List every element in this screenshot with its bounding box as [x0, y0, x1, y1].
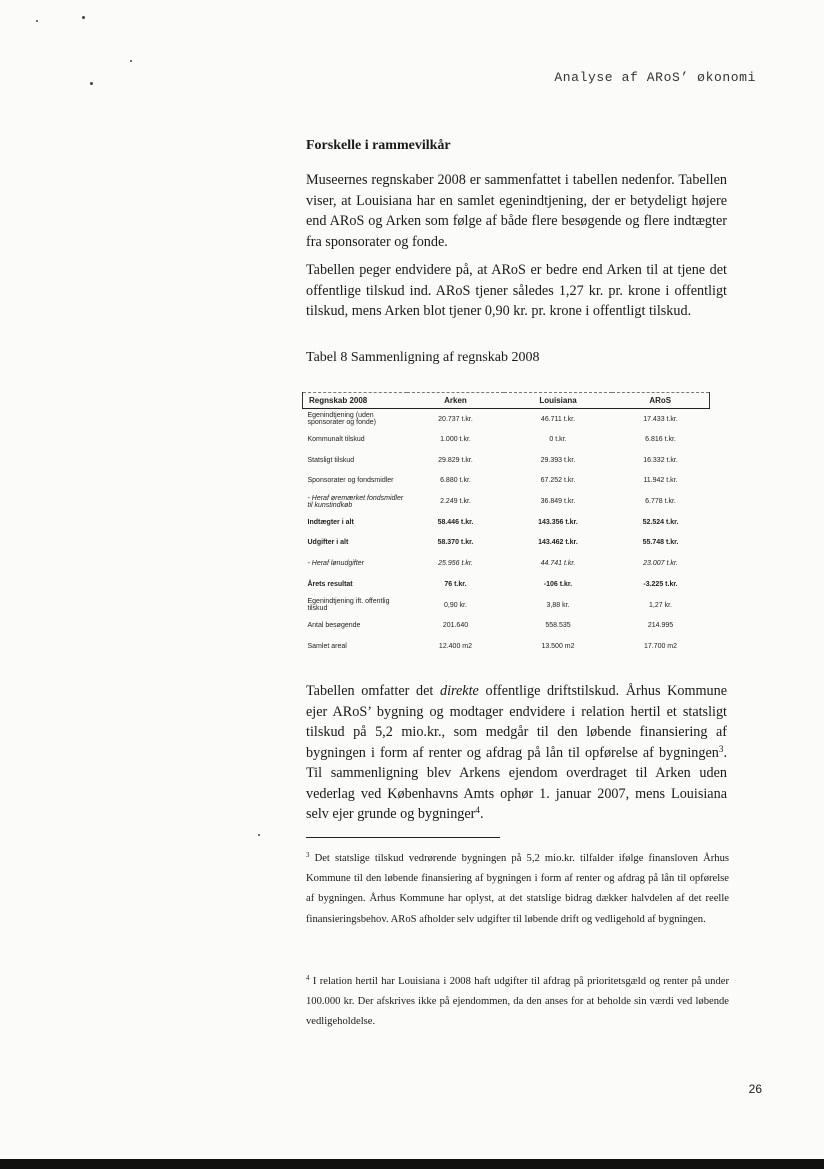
cell-arken: 6.880 t.kr. — [440, 477, 471, 485]
row-label: Antal besøgende — [307, 622, 361, 630]
scan-speck — [258, 834, 260, 836]
footnote-3-marker: 3 — [306, 852, 310, 860]
cell-aros: 11.942 t.kr. — [643, 477, 678, 485]
scan-speck — [82, 16, 85, 19]
page-number: 26 — [748, 1082, 762, 1096]
cell-arken: 12.400 m2 — [438, 642, 473, 650]
row-label: Samlet areal — [307, 642, 347, 650]
cell-aros: 17.700 m2 — [643, 642, 678, 650]
scan-speck — [130, 60, 132, 62]
scan-bottom-edge — [0, 1159, 824, 1169]
row-label: - Heraf lønudgifter — [307, 560, 364, 568]
table-row — [303, 409, 710, 430]
footnote-4 — [306, 972, 729, 1033]
footnote-4-text: I relation hertil har Louisiana i 2008 haft udgifter til afdrag på prioritetsgæld og renter på under 100.000 kr. Der afskrives ikke på ejendommen, da den anses for at beholde sin værdi ved løbende vedligeholdelse. — [306, 976, 729, 1028]
table-header-row — [303, 393, 710, 409]
cell-arken: 58.446 t.kr. — [437, 518, 474, 526]
table-row — [303, 471, 710, 492]
footnote-ref-4[interactable]: 4 — [475, 804, 481, 815]
table-row — [303, 491, 710, 512]
cell-arken: 76 t.kr. — [444, 580, 467, 588]
footnote-4-marker: 4 — [306, 975, 310, 983]
cell-arken: 1.000 t.kr. — [440, 436, 471, 444]
cell-louisiana: 3,88 kr. — [546, 601, 570, 609]
row-label: Egenindtjening ift. offentlig tilskud — [307, 598, 390, 613]
cell-louisiana: 13.500 m2 — [541, 642, 575, 650]
cell-louisiana: 67.252 t.kr. — [540, 477, 576, 485]
table-row — [303, 595, 710, 616]
row-label: Kommunalt tilskud — [307, 436, 365, 444]
cell-arken: 25.956 t.kr. — [438, 560, 473, 568]
table-row — [303, 429, 710, 450]
table-row — [303, 512, 710, 533]
cell-arken: 20.737 t.kr. — [438, 415, 473, 423]
header-arken: Arken — [407, 393, 505, 409]
cell-arken: 201.640 — [442, 622, 469, 630]
table-row — [303, 553, 710, 574]
cell-louisiana: 0 t.kr. — [549, 436, 567, 444]
footnote-3 — [306, 849, 729, 930]
cell-aros: 16.332 t.kr. — [643, 456, 678, 464]
cell-aros: 214.995 — [647, 622, 674, 630]
section-heading: Forskelle i rammevilkår — [306, 138, 451, 153]
cell-aros: 6.816 t.kr. — [645, 436, 676, 444]
cell-aros: 6.778 t.kr. — [645, 498, 676, 506]
cell-aros: -3.225 t.kr. — [643, 580, 678, 588]
paragraph-3 — [306, 681, 727, 825]
cell-aros: 52.524 t.kr. — [642, 518, 679, 526]
cell-arken: 2.249 t.kr. — [440, 498, 471, 506]
row-label: Egenindtjening (uden sponsorater og fonde) — [307, 412, 376, 427]
row-label: Statsligt tilskud — [307, 456, 355, 464]
cell-aros: 17.433 t.kr. — [643, 415, 678, 423]
row-label: - Heraf øremærket fondsmidler til kunstindkøb — [307, 494, 404, 509]
table-row — [303, 636, 710, 657]
footnote-3-text: Det statslige tilskud vedrørende bygningen på 5,2 mio.kr. tilfalder ifølge finansloven Århus Kommune til den løbende finansiering af bygningen i form af renter og afdrag på lån til opførelse af bygningen. Århus Kommune har oplyst, at det statslige bidrag dækker halvdelen af det reelle finansieringsbehov. ARoS afholder selv udgifter til løbende drift og vedligehold af bygningen. — [306, 853, 729, 925]
table-row — [303, 450, 710, 471]
cell-arken: 58.370 t.kr. — [437, 539, 474, 547]
cell-louisiana: 143.356 t.kr. — [538, 518, 578, 526]
cell-louisiana: 143.462 t.kr. — [538, 539, 578, 547]
cell-louisiana: 558.535 — [545, 622, 571, 630]
row-label: Indtægter i alt — [307, 518, 354, 526]
cell-aros: 1,27 kr. — [649, 601, 672, 609]
cell-aros: 23.007 t.kr. — [643, 560, 678, 568]
cell-louisiana: 44.741 t.kr. — [540, 560, 576, 568]
footnote-separator — [306, 837, 500, 838]
emphasis-direkte: direkte — [439, 683, 479, 699]
cell-aros: 55.748 t.kr. — [642, 539, 679, 547]
paragraph-3-text: offentlige driftstilskud. Århus Kommune ejer ARoS’ bygning og modtager endvidere i relation hertil et statsligt tilskud på 5,2 mio.kr., som medgår til den løbende finansiering af bygningen i form af renter og afdrag på lån til opførelse af bygningen — [306, 683, 728, 761]
scan-speck — [36, 20, 38, 22]
row-label: Udgifter i alt — [307, 539, 349, 547]
cell-louisiana: -106 t.kr. — [543, 580, 573, 588]
paragraph-3-text: . Til sammenligning blev Arkens ejendom overdraget til Arken uden vederlag ved Københavns Amts ophør 1. januar 2007, mens Louisiana selv ejer grunde og bygninger — [306, 744, 727, 822]
header-aros: ARoS — [612, 393, 710, 409]
paragraph-3-text: . — [480, 806, 484, 822]
table-row — [303, 574, 710, 595]
running-header: Analyse af ARoS’ økonomi — [554, 70, 756, 85]
table-caption: Tabel 8 Sammenligning af regnskab 2008 — [306, 350, 540, 365]
header-regnskab: Regnskab 2008 — [303, 393, 407, 409]
paragraph-1: Museernes regnskaber 2008 er sammenfattet i tabellen nedenfor. Tabellen viser, at Louisiana har en samlet egenindtjening, der er betydeligt højere end ARoS og Arken som følge af både flere besøgende og flere indtægter fra sponsorater og fonde. — [306, 172, 727, 250]
footnote-ref-3[interactable]: 3 — [718, 743, 724, 754]
cell-louisiana: 36.849 t.kr. — [540, 498, 576, 506]
financial-comparison-table — [302, 392, 710, 657]
paragraph-3-text: Tabellen omfatter det — [306, 683, 440, 699]
table-row — [303, 533, 710, 554]
cell-arken: 29.829 t.kr. — [438, 456, 473, 464]
table-row — [303, 615, 710, 636]
paragraph-2: Tabellen peger endvidere på, at ARoS er bedre end Arken til at tjene det offentlige tilskud ind. ARoS tjener således 1,27 kr. pr. krone i offentligt tilskud, mens Arken blot tjener 0,90 kr. pr. krone i offentligt tilskud. — [306, 262, 727, 319]
cell-louisiana: 46.711 t.kr. — [540, 415, 576, 423]
row-label: Sponsorater og fondsmidler — [307, 477, 394, 485]
header-louisiana: Louisiana — [504, 393, 611, 409]
cell-louisiana: 29.393 t.kr. — [540, 456, 576, 464]
scan-speck — [90, 82, 93, 85]
cell-arken: 0,90 kr. — [443, 601, 467, 609]
row-label: Årets resultat — [307, 580, 353, 588]
